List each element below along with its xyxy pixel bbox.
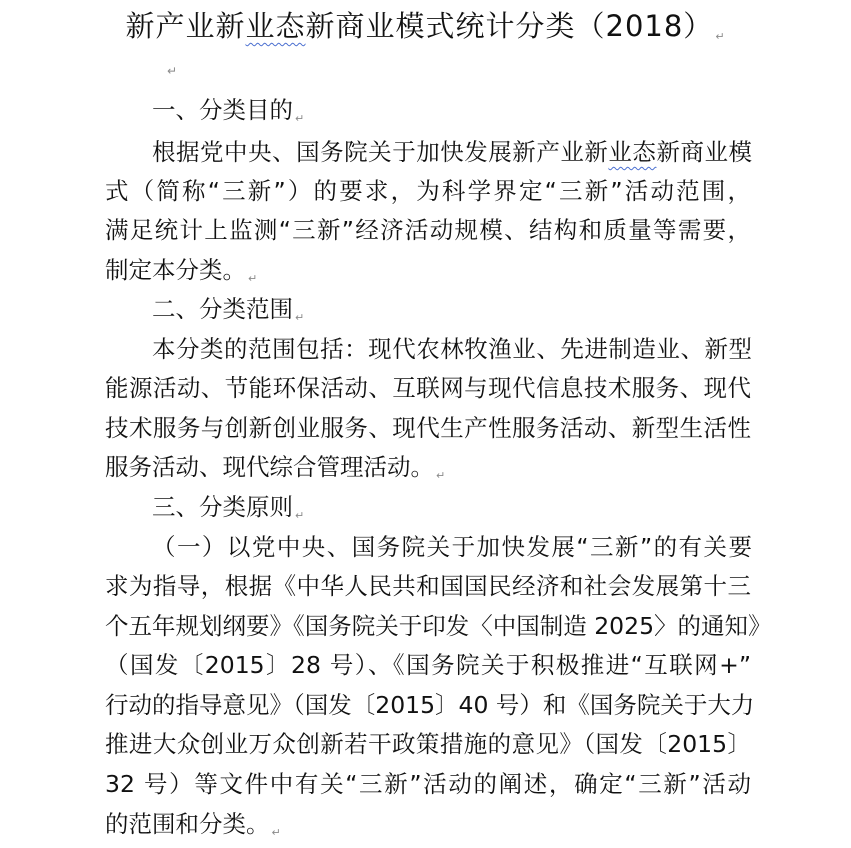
paragraph-mark-icon: ↵	[295, 311, 305, 324]
s2-paragraph-line-4	[105, 452, 751, 491]
section-heading-1-text: 一、分类目的	[152, 96, 293, 124]
s1-paragraph-line-4	[105, 255, 751, 294]
s1-paragraph-line-2: 式（简称“三新”）的要求，为科学界定“三新”活动范围，	[105, 177, 751, 205]
section-heading-3-text: 三、分类原则	[152, 493, 293, 521]
paragraph-mark-icon: ↵	[295, 112, 305, 125]
paragraph-mark-icon: ↵	[295, 509, 305, 522]
section-heading-1	[152, 95, 752, 134]
paragraph-mark-icon: ↵	[248, 272, 258, 285]
section-heading-2	[152, 294, 752, 333]
title-part-1: 新产业新	[125, 9, 246, 43]
s3-paragraph-line-1: （一）以党中央、国务院关于加快发展“三新”的有关要	[152, 533, 752, 561]
s1-line-4-text: 制定本分类。	[105, 256, 246, 284]
section-heading-3	[152, 492, 752, 531]
s3-paragraph-line-8	[105, 809, 751, 848]
empty-paragraph-mark-icon: ↵	[167, 64, 178, 78]
s2-line-4-text: 服务活动、现代综合管理活动。	[105, 453, 434, 481]
section-heading-2-text: 二、分类范围	[152, 295, 293, 323]
s2-paragraph-line-3: 技术服务与创新创业服务、现代生产性服务活动、新型生活性	[105, 414, 751, 442]
s3-line-8-text: 的范围和分类。	[105, 810, 270, 838]
s1-line-1-part-b-wavy-underline: 业态	[608, 138, 657, 166]
paragraph-mark-icon: ↵	[436, 469, 446, 482]
paragraph-mark-icon: ↵	[715, 30, 726, 43]
s3-paragraph-line-7: 32 号）等文件中有关“三新”活动的阐述，确定“三新”活动	[105, 770, 751, 798]
s3-paragraph-line-4: （国发〔2015〕28 号）、《国务院关于积极推进“互联网+”	[105, 651, 751, 679]
paragraph-mark-icon: ↵	[271, 826, 281, 839]
s1-line-1-part-a: 根据党中央、国务院关于加快发展新产业新	[152, 138, 609, 166]
title-part-3: 新商业模式统计分类（2018）	[305, 9, 714, 43]
s2-paragraph-line-1: 本分类的范围包括：现代农林牧渔业、先进制造业、新型	[152, 335, 752, 363]
document-title	[0, 6, 851, 57]
s3-paragraph-line-2: 求为指导，根据《中华人民共和国国民经济和社会发展第十三	[105, 572, 751, 600]
s1-line-1-part-c: 新商业模	[656, 138, 753, 166]
s2-paragraph-line-2: 能源活动、节能环保活动、互联网与现代信息技术服务、现代	[105, 374, 751, 402]
s3-paragraph-line-5: 行动的指导意见》（国发〔2015〕40 号）和《国务院关于大力	[105, 691, 755, 719]
title-part-2-wavy-underline: 业态	[245, 9, 306, 43]
s1-paragraph-line-1	[152, 137, 752, 167]
s3-paragraph-line-3: 个五年规划纲要》《国务院关于印发〈中国制造 2025〉的通知》	[105, 612, 772, 640]
s1-paragraph-line-3: 满足统计上监测“三新”经济活动规模、结构和质量等需要，	[105, 216, 751, 244]
s3-paragraph-line-6: 推进大众创业万众创新若干政策措施的意见》（国发〔2015〕	[105, 730, 751, 758]
